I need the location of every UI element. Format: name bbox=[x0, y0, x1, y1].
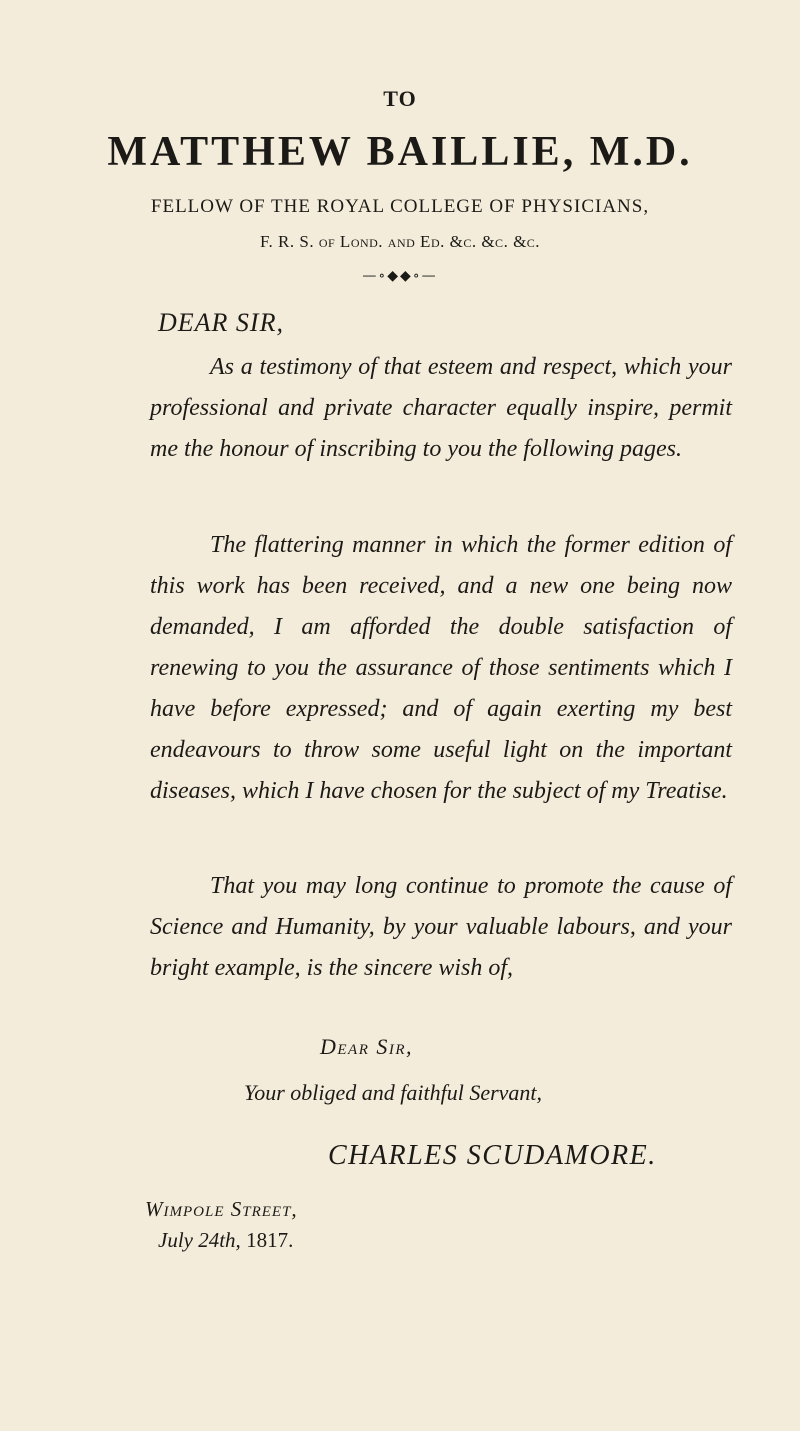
dedicatee-fellowship: FELLOW OF THE ROYAL COLLEGE OF PHYSICIANS, bbox=[150, 196, 650, 217]
letter-place: Wimpole Street, bbox=[145, 1197, 298, 1221]
letter-date bbox=[158, 1228, 293, 1253]
letter-paragraph-3: That you may long continue to promote the cause of Science and Humanity, by your valuable labours, and your bright example, is the sincere wish of, bbox=[150, 873, 732, 981]
dedication-to: TO bbox=[383, 86, 417, 111]
signature: CHARLES SCUDAMORE. bbox=[328, 1140, 657, 1171]
letter-paragraph-2: The flattering manner in which the former edition of this work has been received, and a new one being now demanded, I am afforded the double satisfaction of renewing to you the assurance of those sentiments which I have before expressed; and of again exerting my best endeavours to throw some useful light on the important diseases, which I have chosen for the subject of my Treatise. bbox=[150, 532, 732, 804]
closing-phrase: Your obliged and faithful Servant, bbox=[244, 1080, 543, 1105]
letter-paragraph-1: As a testimony of that esteem and respect, which your professional and private character equally inspire, permit me the honour of inscribing to you the following pages. bbox=[150, 354, 732, 462]
ornament-divider: —∘◆◆∘— bbox=[362, 268, 438, 284]
letter-salutation: DEAR SIR, bbox=[158, 308, 284, 337]
dedicatee-name: MATTHEW BAILLIE, M.D. bbox=[107, 129, 693, 175]
letter-date-month-day: July 24th, bbox=[158, 1228, 241, 1252]
letter-date-year: 1817. bbox=[246, 1228, 294, 1252]
closing-salutation: Dear Sir, bbox=[320, 1034, 414, 1059]
dedicatee-societies: F. R. S. of Lond. and Ed. &c. &c. &c. bbox=[259, 232, 541, 251]
